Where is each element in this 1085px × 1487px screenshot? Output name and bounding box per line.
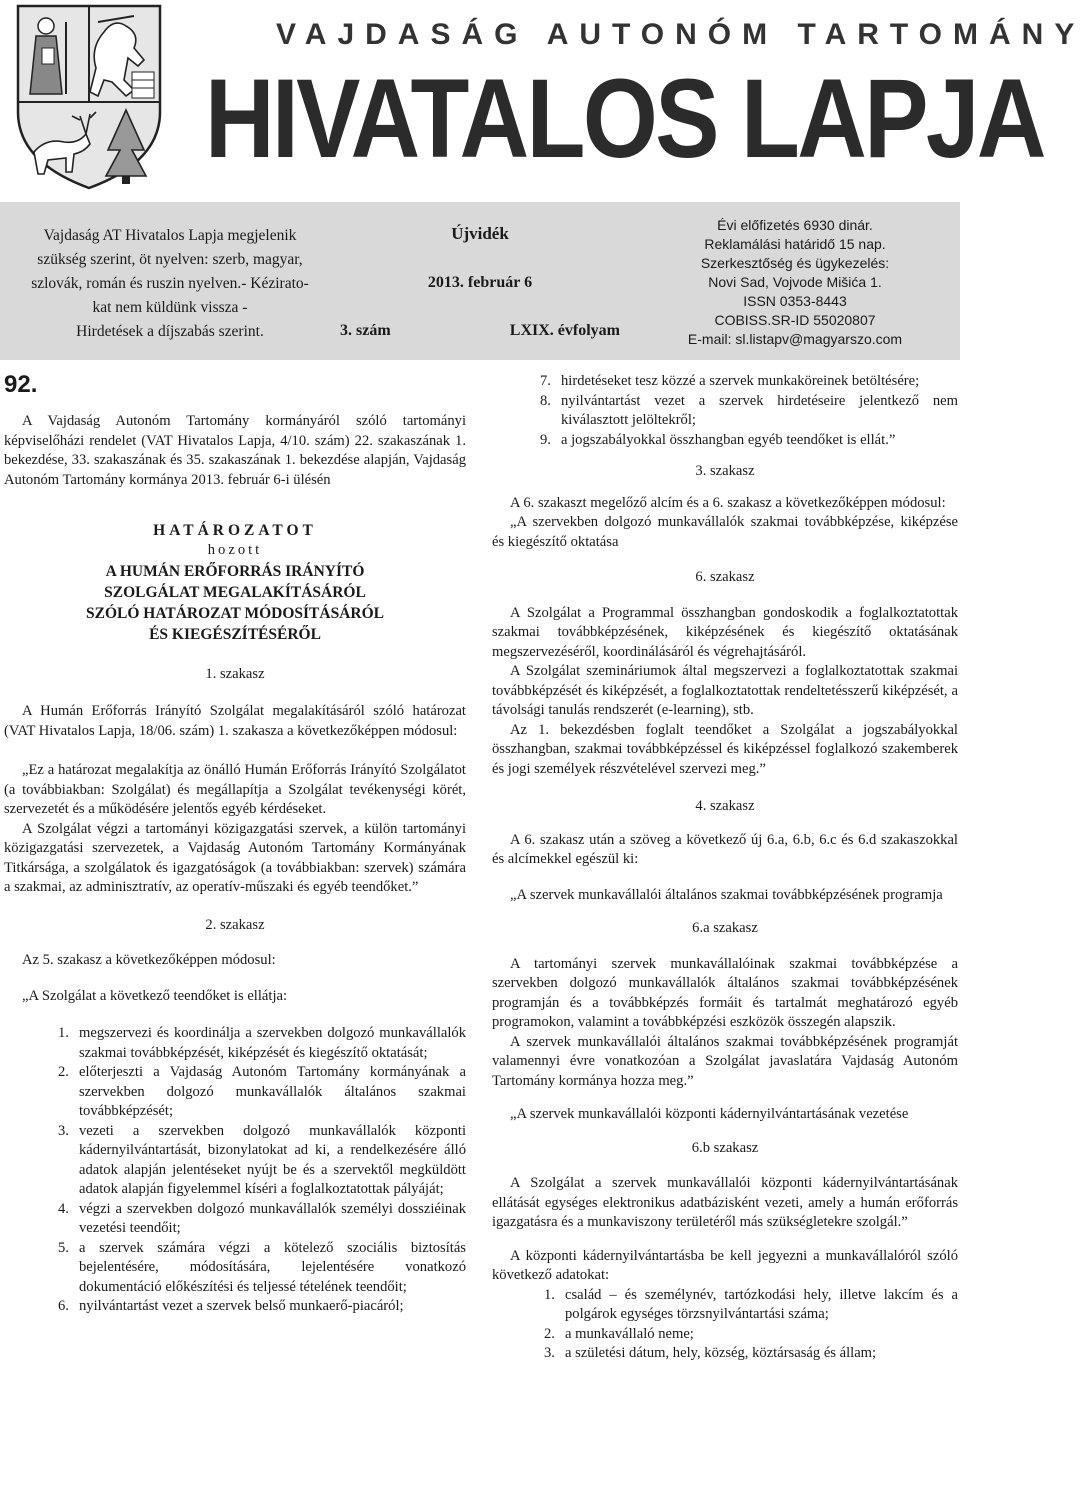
section-text: A Humán Erőforrás Irányító Szolgálat megalakításáról szóló határozat (VAT Hivatalos Lapja, 18/06. szám) 1. szakasza a következőképpen módosul:	[4, 703, 466, 739]
section-text: A 6. szakaszt megelőző alcím és a 6. szakasz a következőképpen módosul:	[510, 494, 946, 511]
left-column	[4, 372, 466, 1317]
masthead-title: HIVATALOS LAPJA	[205, 56, 1044, 181]
paragraph: A központi kádernyilvántartásba be kell jegyezni a munkavállalóról szóló következő adatokat:	[492, 1247, 958, 1283]
section-heading: 6.b szakasz	[691, 1139, 759, 1156]
issue-date: 2013. február 6	[427, 274, 533, 291]
list-item: 1. család – és személynév, tartózkodási hely, illetve lakcím és a polgárok egységes törzsnyilvántartási száma;	[544, 1286, 958, 1322]
publication-notice	[20, 224, 320, 344]
list-item: 3. a születési dátum, hely, község, köztársaság és állam;	[544, 1345, 877, 1361]
act-number: 92.	[4, 371, 38, 398]
issue-number: 3. szám	[340, 322, 391, 339]
subscription-line: Reklamálási határidő 15 nap.	[704, 236, 886, 252]
list-item: 4. végzi a szervekben dolgozó munkavállalók személyi dossziéinak vezetési teendőit;	[58, 1200, 466, 1236]
notice-line: szlovák, román és ruszin nyelven.- Kézirato-	[31, 275, 309, 292]
quote-paragraph: A Szolgálat végzi a tartományi közigazgatási szervek, a külön tartományi közigazgatási szervezetek, a Vajdaság Autonóm Tartomány Kormányának Titkársága, a szolgálatok és igazgatóságok (a továbbiakban: szervek) számára a szakmai, az adminisztratív, az operatív-műszaki és egyéb teendőket.”	[4, 820, 466, 895]
quote-paragraph: „A szervekben dolgozó munkavállalók szakmai továbbképzése, kiképzése és kiegészítő oktatása	[492, 514, 958, 550]
subscription-line: COBISS.SR-ID 55020807	[714, 312, 876, 328]
subscription-line: ISSN 0353-8443	[743, 293, 847, 309]
section-heading: 3. szakasz	[695, 463, 755, 479]
quote-paragraph: „Ez a határozat megalakítja az önálló Humán Erőforrás Irányító Szolgálatot (a továbbiakban: Szolgálat) és megállapítja a Szolgálat tevékenységi körét, szervezetét és a működésére jelentős egyéb kérdéseket.	[4, 762, 466, 817]
paragraph: A Szolgálat a Programmal összhangban gondoskodik a foglalkoztatottak szakmai továbbképzésének, kiképzésének és kiegészítő oktatásának megszervezéséről, koordinálásáról és végrehajtásáról.	[492, 604, 958, 660]
section-text: Az 5. szakasz a következőképpen módosul:	[22, 952, 276, 968]
paragraph: A Szolgálat szemináriumok által megszervezi a foglalkoztatottak szakmai továbbképzését és kiképzését, a foglalkoztatottak rendeltetésszerű kiképzését, a távolsági tanulás rendszerét (e-learning), stb.	[492, 663, 958, 718]
paragraph: A szervek munkavállalói általános szakmai továbbképzésének programját valamennyi évre vonatkozóan a Szolgálat javaslatára Vajdaság Autonóm Tartomány kormánya hozza meg.”	[492, 1033, 958, 1089]
list-item: 9. a jogszabályokkal összhangban egyéb teendőket is ellát.”	[540, 431, 896, 448]
list-item: 1. megszervezi és koordinálja a szervekben dolgozó munkavállalók szakmai továbbképzését, kiképzését és kiegészítő oktatását;	[58, 1025, 466, 1061]
coat-of-arms-emblem	[14, 2, 164, 192]
decision-title-line: A HUMÁN ERŐFORRÁS IRÁNYÍTÓ	[105, 562, 365, 580]
volume-number: LXIX. évfolyam	[509, 322, 620, 339]
subscription-line: Évi előfizetés 6930 dinár.	[717, 217, 873, 233]
notice-line: Hirdetések a díjszabás szerint.	[76, 323, 264, 340]
section-text: A 6. szakasz után a szöveg a következő új 6.a, 6.b, 6.c és 6.d szakaszokkal és alcímekkel egészül ki:	[492, 831, 958, 867]
list-item: 5. a szervek számára végzi a kötelező szociális biztosítás bejelentésére, módosítására, lejelentésére vonatkozó dokumentáció előkészítési és teljessé tételének teendőit;	[58, 1239, 466, 1295]
paragraph: Az 1. bekezdésben foglalt teendőket a Szolgálat a jogszabályokkal összhangban, szakmai továbbképzéssel és kiképzéssel foglalkozó szakemberek és jogi személyek részvételével szervezi meg.”	[492, 721, 958, 777]
list-item: 2. előterjeszti a Vajdaság Autonóm Tartomány kormányának a szervekben dolgozó munkavállalók általános szakmai továbbképzését;	[58, 1064, 466, 1119]
section-heading: 6.a szakasz	[692, 920, 758, 936]
quote-paragraph: „A szervek munkavállalói központi kádernyilvántartásának vezetése	[510, 1106, 909, 1122]
notice-line: Vajdaság AT Hivatalos Lapja megjelenik	[43, 227, 297, 244]
notice-line: kat nem küldünk vissza -	[92, 299, 248, 316]
email-address: E-mail: sl.listapv@magyarszo.com	[687, 331, 903, 347]
data-list	[492, 1286, 958, 1364]
paragraph: A tartományi szervek munkavállalóinak szakmai továbbképzése a szervekben dolgozó munkavállalók általános szakmai továbbképzésének programján és a továbbképzés formáit és tartalmát meghatározó egyéb programokon, valamint a továbbképzési eszközök összegén alapszik.	[492, 955, 958, 1030]
decision-title-line: ÉS KIEGÉSZÍTÉSÉRŐL	[149, 625, 321, 643]
decision-heading: HATÁROZATOT	[153, 522, 317, 539]
subscription-line: Szerkesztőség és ügykezelés:	[700, 255, 890, 271]
region-banner: VAJDASÁG AUTONÓM TARTOMÁNY	[276, 18, 1085, 51]
subscription-info	[640, 216, 950, 349]
decision-title-line: SZOLGÁLAT MEGALAKÍTÁSÁRÓL	[104, 583, 366, 601]
paragraph: A Szolgálat a szervek munkavállalói központi kádernyilvántartásának ellátását egységes elektronikus adatbázisként vezeti, amely a humán erőforrás igazgatásra és a munkaviszony területéről más szükségletekre szolgál.”	[492, 1175, 958, 1230]
city-name: Újvidék	[451, 224, 509, 243]
duties-list-continued	[492, 372, 958, 450]
notice-line: szükség szerint, öt nyelven: szerb, magyar,	[37, 251, 303, 268]
list-item: 3. vezeti a szervekben dolgozó munkavállalók központi kádernyilvántartását, bizonylatokat ad ki, a rendelkezésére álló adatok alapján jelentéseket nyújt be és a szervektől megküldött adatok alapján figyelemmel kíséri a foglalkoztatottak pályáját;	[58, 1122, 466, 1197]
quote-paragraph: „A Szolgálat a következő teendőket is ellátja:	[22, 987, 288, 1004]
list-item: 6. nyilvántartást vezet a szervek belső munkaerő-piacáról;	[58, 1298, 404, 1314]
list-item: 7. hirdetéseket tesz közzé a szervek munkaköreinek betöltésére;	[540, 373, 920, 389]
subscription-line: Novi Sad, Vojvode Mišića 1.	[708, 274, 882, 290]
section-heading: 4. szakasz	[695, 798, 755, 814]
decision-title-line: SZÓLÓ HATÁROZAT MÓDOSÍTÁSÁRÓL	[85, 604, 384, 622]
section-heading: 6. szakasz	[695, 569, 755, 585]
section-heading: 2. szakasz	[205, 916, 265, 933]
preamble: A Vajdaság Autonóm Tartomány kormányáról szóló tartományi képviselőházi rendelet (VAT Hivatalos Lapja, 4/10. szám) 22. szakaszának 1. bekezdése, 33. szakaszának és 35. szakaszának 1. bekezdése alapján, Vajdaság Autonóm Tartomány kormánya 2013. február 6-i ülésén	[4, 413, 466, 488]
hozott-label: hozott	[207, 542, 263, 558]
duties-list	[4, 1024, 466, 1317]
list-item: 8. nyilvántartást vezet a szervek hirdetéseire jelentkező nem kiválasztott jelöltekről;	[540, 392, 958, 428]
quote-paragraph: „A szervek munkavállalói általános szakmai továbbképzésének programja	[510, 886, 943, 903]
right-column	[492, 372, 958, 1364]
info-box	[0, 202, 960, 360]
section-heading: 1. szakasz	[205, 665, 265, 682]
list-item: 2. a munkavállaló neme;	[544, 1325, 694, 1342]
